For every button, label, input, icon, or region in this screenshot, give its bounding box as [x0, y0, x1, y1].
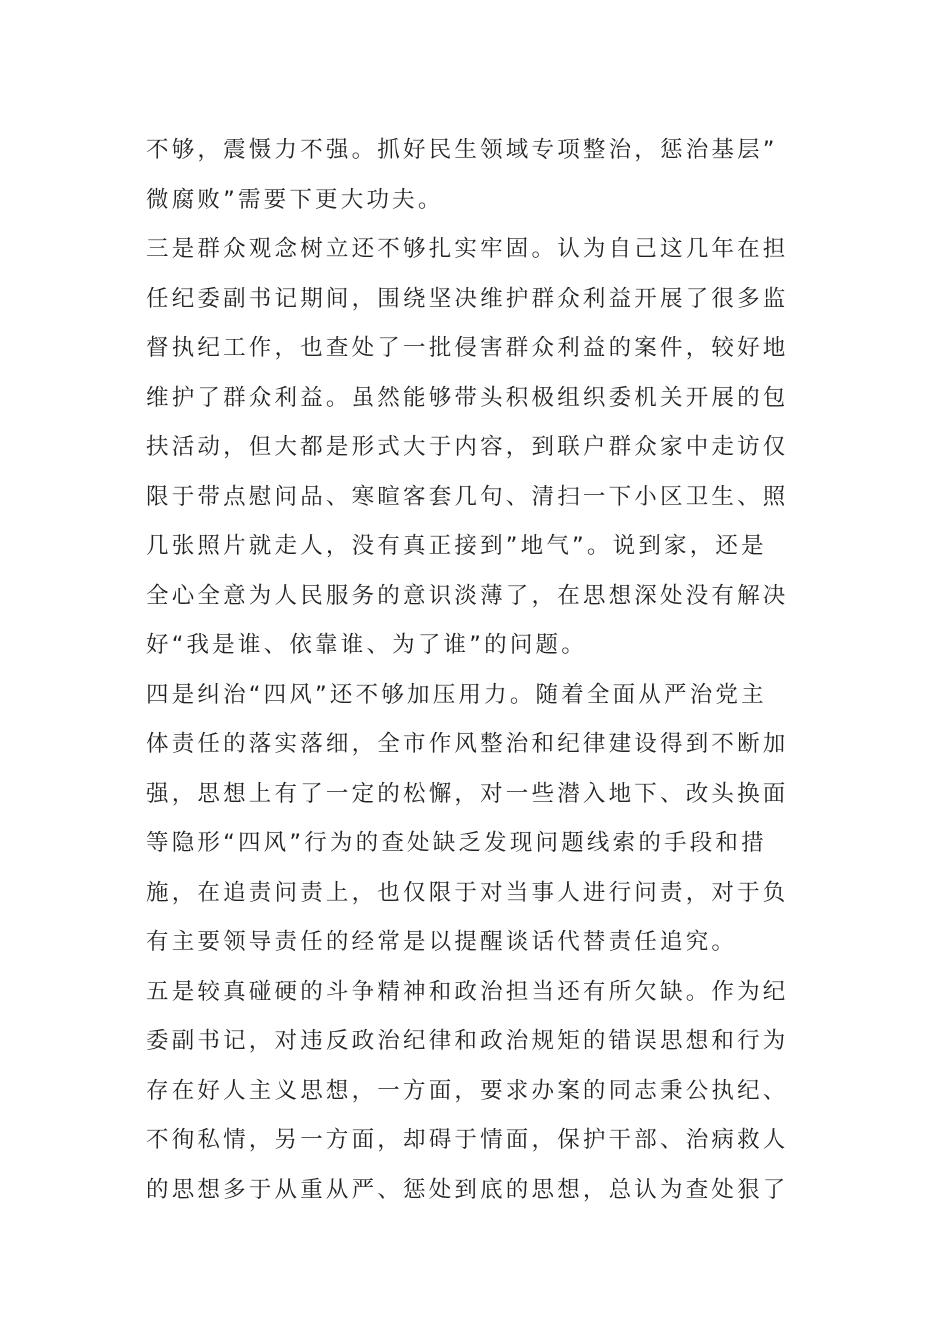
- text-line: 全心全意为人民服务的意识淡薄了，在思想深处没有解决: [146, 582, 789, 609]
- text-line: 好“我是谁、依靠谁、为了谁”的问题。: [146, 632, 587, 658]
- text-line: 施，在追责问责上，也仅限于对当事人进行问责，对于负: [146, 879, 789, 906]
- text-line: 等隐形“四风”行为的查处缺乏发现问题线索的手段和措: [146, 830, 767, 856]
- text-line: 不徇私情，另一方面，却碍于情面，保护干部、治病救人: [146, 1127, 789, 1153]
- text-line: 四是纠治“四风”还不够加压用力。随着全面从严治党主: [146, 681, 767, 708]
- text-line: 限于带点慰问品、寒暄客套几句、清扫一下小区卫生、照: [146, 483, 789, 510]
- text-line: 不够，震慑力不强。抓好民生领域专项整治，惩治基层”: [146, 137, 778, 163]
- text-line: 督执纪工作，也查处了一批侵害群众利益的案件，较好地: [146, 335, 789, 361]
- text-line: 维护了群众利益。虽然能够带头积极组织委机关开展的包: [146, 384, 789, 411]
- text-line: 微腐败”需要下更大功夫。: [146, 186, 444, 213]
- text-line: 有主要领导责任的经常是以提醒谈话代替责任追究。: [146, 929, 738, 955]
- text-line: 委副书记，对违反政治纪律和政治规矩的错误思想和行为: [146, 1028, 789, 1054]
- text-line: 扶活动，但大都是形式大于内容，到联户群众家中走访仅: [146, 434, 789, 460]
- document-body: [146, 126, 806, 1215]
- text-line: 任纪委副书记期间，围绕坚决维护群众利益开展了很多监: [146, 285, 789, 312]
- text-line: 体责任的落实落细，全市作风整治和纪律建设得到不断加: [146, 731, 789, 757]
- text-line: 五是较真碰硬的斗争精神和政治担当还有所欠缺。作为纪: [146, 978, 789, 1005]
- text-line: 三是群众观念树立还不够扎实牢固。认为自己这几年在担: [146, 236, 789, 262]
- text-line: 存在好人主义思想，一方面，要求办案的同志秉公执纪、: [146, 1077, 789, 1104]
- text-line: 的思想多于从重从严、惩处到底的思想，总认为查处狠了: [146, 1176, 789, 1203]
- text-line: 几张照片就走人，没有真正接到”地气”。说到家，还是: [146, 533, 767, 559]
- text-line: 强，思想上有了一定的松懈，对一些潜入地下、改头换面: [146, 780, 789, 807]
